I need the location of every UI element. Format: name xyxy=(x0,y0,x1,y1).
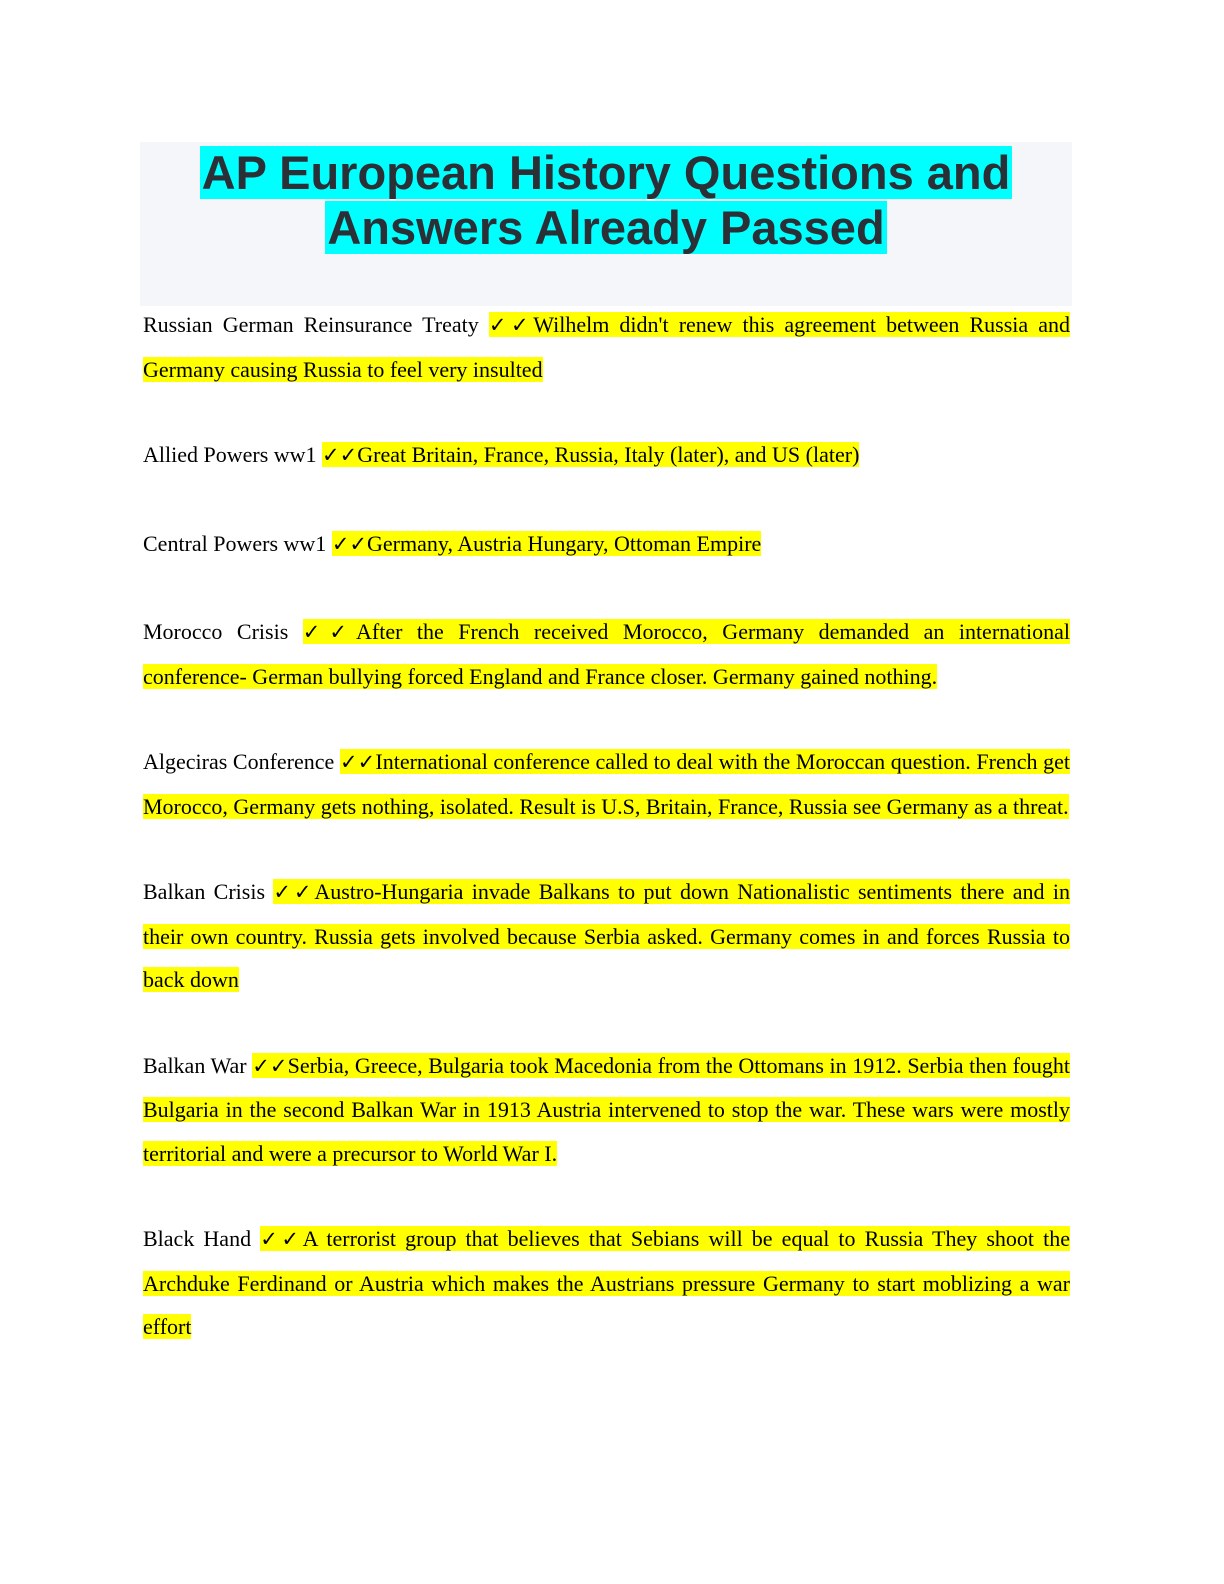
check-mark-icon: ✓✓ xyxy=(252,1053,288,1078)
entry-term: Morocco Crisis xyxy=(143,619,289,644)
entry-answer-text: Great Britain, France, Russia, Italy (later), and US (later) xyxy=(357,442,860,467)
entry-term: Allied Powers ww1 xyxy=(143,442,317,467)
page-title xyxy=(140,142,1072,255)
entry-term: Algeciras Conference xyxy=(143,749,335,774)
entry-answer-text: Serbia, Greece, Bulgaria took Macedonia from the Ottomans in 1912. Serbia then fought Bulgaria in the second Balkan War in 1913 Austria intervened to stop the war. These wars were mostly territorial and were a precursor to World War I. xyxy=(143,1052,1071,1166)
entry-answer-text: Germany, Austria Hungary, Ottoman Empire xyxy=(367,530,762,556)
entry-answer xyxy=(322,442,859,467)
check-mark-icon: ✓✓ xyxy=(273,880,315,904)
entry-answer-text: Wilhelm didn't renew this agreement between Russia and Germany causing Russia to feel very insulted xyxy=(143,312,1070,382)
check-mark-icon: ✓✓ xyxy=(260,1227,303,1251)
entry-term: Russian German Reinsurance Treaty xyxy=(143,312,479,337)
qa-entry xyxy=(143,1217,1070,1349)
check-mark-icon: ✓✓ xyxy=(488,313,534,337)
entry-answer-text: Austro-Hungaria invade Balkans to put down Nationalistic sentiments there and in their own country. Russia gets involved because Serbia asked. Germany comes in and forces Russia to back down xyxy=(143,879,1070,992)
entry-answer-text: A terrorist group that believes that Sebians will be equal to Russia They shoot the Archduke Ferdinand or Austria which makes the Austrians pressure Germany to start moblizing a war effort xyxy=(143,1226,1070,1339)
qa-entry xyxy=(143,870,1070,1002)
check-mark-icon: ✓✓ xyxy=(331,531,368,556)
qa-entry xyxy=(143,303,1070,391)
check-mark-icon: ✓✓ xyxy=(339,750,376,774)
entry-answer xyxy=(332,531,761,556)
title-line-1: AP European History Questions and xyxy=(201,146,1011,199)
entry-term: Balkan War xyxy=(143,1052,247,1078)
entry-term: Balkan Crisis xyxy=(143,879,266,904)
check-mark-icon: ✓✓ xyxy=(302,620,356,644)
entry-term: Central Powers ww1 xyxy=(143,530,327,556)
entry-answer xyxy=(143,1053,1070,1166)
qa-entry xyxy=(143,1044,1070,1176)
entry-term: Black Hand xyxy=(143,1226,252,1251)
qa-list xyxy=(143,303,1070,1349)
qa-entry xyxy=(143,522,1070,567)
entry-answer-text: After the French received Morocco, Germany demanded an international conference- German bullying forced England and France closer. Germany gained nothing. xyxy=(143,619,1071,689)
title-box xyxy=(140,142,1072,306)
qa-entry xyxy=(143,610,1070,698)
entry-answer xyxy=(143,879,1070,992)
qa-entry xyxy=(143,740,1070,828)
title-line-2: Answers Already Passed xyxy=(327,201,885,254)
entry-answer-text: International conference called to deal with the Moroccan question. French get Morocco, Germany gets nothing, isolated. Result is U.S, Britain, France, Russia see Germany as a threat. xyxy=(143,749,1071,819)
entry-answer xyxy=(143,1226,1070,1339)
check-mark-icon: ✓✓ xyxy=(322,443,358,467)
qa-entry xyxy=(143,433,1070,478)
